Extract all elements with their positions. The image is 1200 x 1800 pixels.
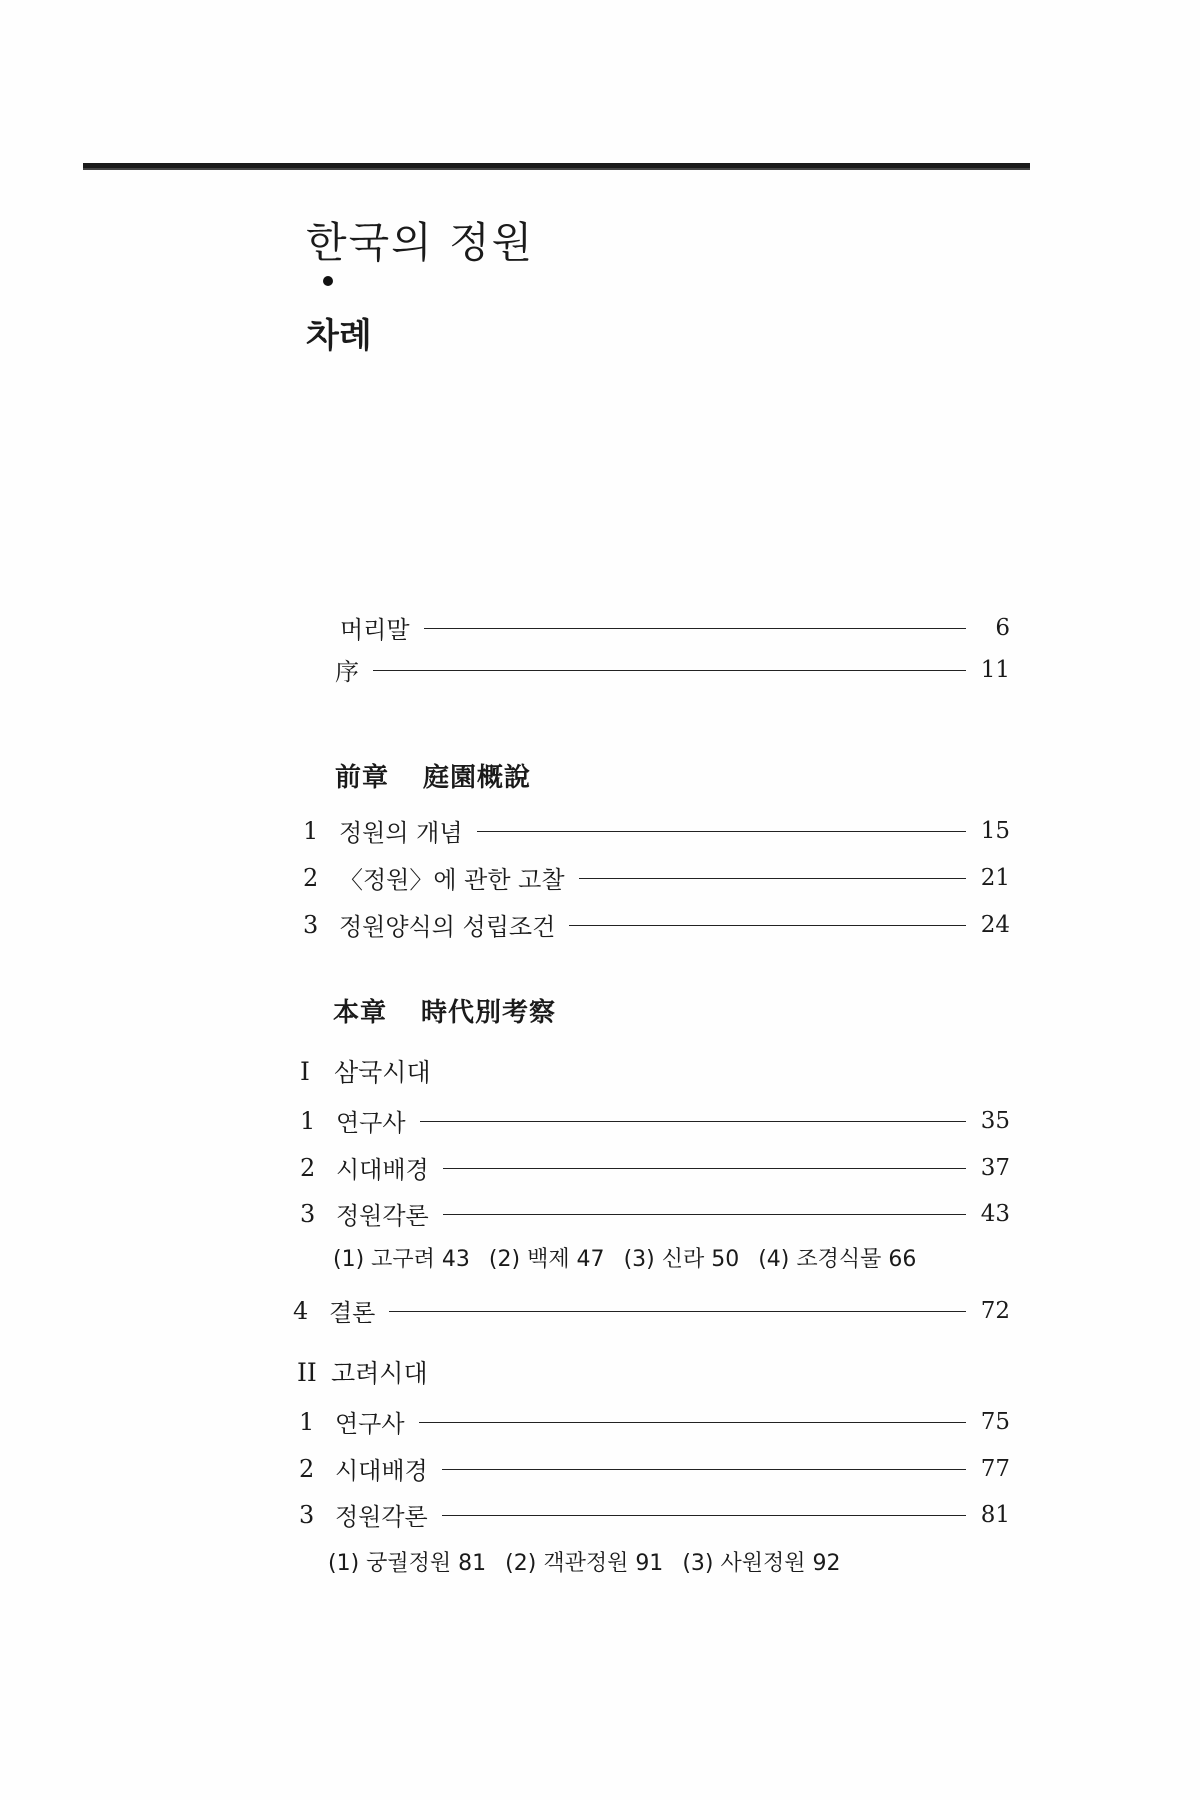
leader-line: [569, 925, 966, 926]
book-title: 한국의 정원: [306, 218, 535, 267]
toc-label: 序: [335, 658, 359, 686]
subsection-item[interactable]: (1) 고구려 43: [333, 1247, 470, 1272]
toc-page-number: 11: [980, 656, 1010, 683]
leader-line: [442, 1515, 966, 1516]
toc-page-number: 24: [980, 911, 1010, 938]
toc-label: 연구사: [335, 1410, 405, 1438]
toc-label: 시대배경: [335, 1457, 428, 1485]
toc-page-number: 15: [980, 817, 1010, 844]
toc-entry[interactable]: [300, 1150, 1010, 1185]
subsection-list: [328, 1546, 852, 1577]
toc-page-number: 6: [995, 614, 1010, 641]
section-heading-left: 本章: [333, 998, 388, 1028]
section-heading-preface-chapter: [335, 757, 531, 794]
toc-entry[interactable]: [300, 1196, 1010, 1231]
toc-entry[interactable]: [293, 1293, 1010, 1328]
toc-page-number: 43: [980, 1200, 1010, 1227]
leader-line: [389, 1311, 966, 1312]
section-heading-right: 時代別考察: [421, 998, 557, 1028]
toc-page-number: 81: [980, 1501, 1010, 1528]
subsection-list: [333, 1242, 928, 1273]
toc-number: 2: [300, 1153, 316, 1182]
leader-line: [579, 878, 966, 879]
toc-label: 정원양식의 성립조건: [339, 913, 556, 941]
toc-entry-foreword[interactable]: [335, 652, 1010, 687]
roman-numeral: I: [300, 1056, 310, 1086]
roman-numeral: II: [297, 1357, 317, 1387]
leader-line: [443, 1168, 966, 1169]
top-rule: [83, 163, 1030, 170]
toc-entry[interactable]: [303, 860, 1010, 895]
period-heading-three-kingdoms[interactable]: [300, 1053, 431, 1089]
toc-number: 3: [300, 1199, 316, 1228]
subsection-item[interactable]: (1) 궁궐정원 81: [328, 1551, 487, 1576]
subsection-item[interactable]: (2) 객관정원 91: [505, 1551, 664, 1576]
toc-number: 1: [300, 1106, 316, 1135]
subsection-item[interactable]: (3) 신라 50: [623, 1247, 740, 1272]
period-heading-goryeo[interactable]: [297, 1354, 428, 1390]
toc-number: 2: [299, 1454, 315, 1483]
subsection-item[interactable]: (3) 사원정원 92: [682, 1551, 841, 1576]
subsection-item[interactable]: (2) 백제 47: [488, 1247, 605, 1272]
contents-heading: 차례: [306, 316, 372, 356]
toc-label: 결론: [329, 1299, 376, 1327]
toc-page-number: 37: [980, 1154, 1010, 1181]
toc-label: 시대배경: [336, 1156, 429, 1184]
bullet-dot: [323, 276, 333, 286]
toc-number: 4: [293, 1296, 309, 1325]
toc-entry[interactable]: [299, 1451, 1010, 1486]
leader-line: [442, 1469, 966, 1470]
toc-page-number: 77: [980, 1455, 1010, 1482]
leader-line: [420, 1121, 966, 1122]
toc-number: 3: [299, 1500, 315, 1529]
toc-number: 1: [299, 1407, 315, 1436]
toc-entry[interactable]: [299, 1404, 1010, 1439]
toc-label: 연구사: [336, 1109, 406, 1137]
section-heading-main-chapter: [333, 992, 556, 1029]
toc-page-number: 35: [980, 1107, 1010, 1134]
toc-page-number: 21: [980, 864, 1010, 891]
leader-line: [424, 628, 966, 629]
toc-page-number: 75: [980, 1408, 1010, 1435]
toc-label: 정원각론: [335, 1503, 428, 1531]
leader-line: [419, 1422, 966, 1423]
leader-line: [373, 670, 966, 671]
section-heading-right: 庭園概說: [423, 763, 532, 793]
toc-entry[interactable]: [303, 813, 1010, 848]
leader-line: [477, 831, 966, 832]
period-title: 삼국시대: [334, 1058, 431, 1087]
toc-entry[interactable]: [303, 907, 1010, 942]
section-heading-left: 前章: [335, 763, 390, 793]
toc-number: 2: [303, 863, 319, 892]
toc-number: 3: [303, 910, 319, 939]
leader-line: [443, 1214, 966, 1215]
toc-number: 1: [303, 816, 319, 845]
toc-page-number: 72: [980, 1297, 1010, 1324]
toc-entry-preface[interactable]: [340, 610, 1010, 645]
toc-label: 정원의 개념: [339, 819, 463, 847]
toc-label: 정원각론: [336, 1202, 429, 1230]
toc-entry[interactable]: [300, 1103, 1010, 1138]
period-title: 고려시대: [331, 1359, 428, 1388]
toc-label: 머리말: [340, 616, 410, 644]
toc-label: 〈정원〉에 관한 고찰: [339, 866, 565, 894]
subsection-item[interactable]: (4) 조경식물 66: [758, 1247, 917, 1272]
toc-entry[interactable]: [299, 1497, 1010, 1532]
